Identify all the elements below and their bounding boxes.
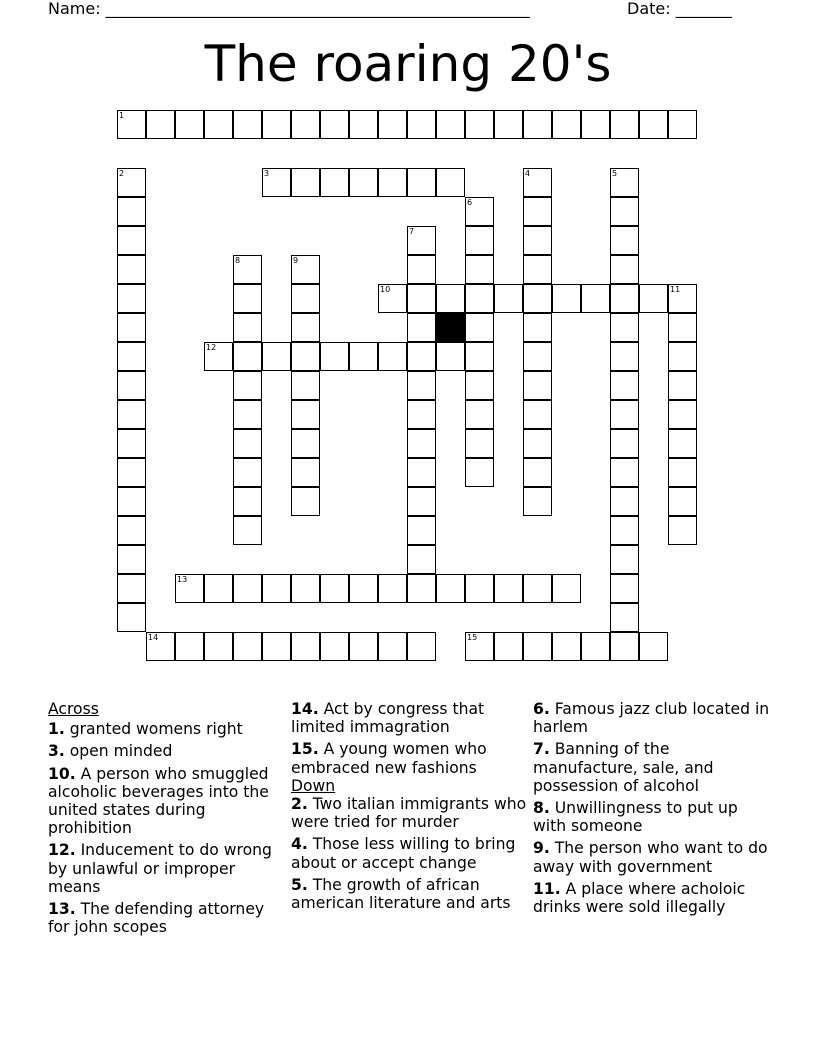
grid-cell[interactable] — [233, 342, 262, 371]
grid-cell[interactable] — [610, 284, 639, 313]
clue-item — [533, 799, 773, 835]
grid-cell[interactable] — [407, 313, 436, 342]
clue-text: Two italian immigrants who were tried for murder — [291, 795, 527, 832]
grid-cell[interactable] — [494, 110, 523, 139]
grid-cell[interactable] — [668, 400, 697, 429]
grid-cell[interactable] — [349, 574, 378, 603]
grid-cell[interactable] — [291, 168, 320, 197]
clue-item — [533, 880, 773, 916]
clue-item — [291, 876, 527, 912]
grid-cell[interactable] — [117, 168, 146, 197]
clue-number: 10. — [48, 764, 76, 783]
grid-cell[interactable] — [117, 342, 146, 371]
grid-cell[interactable] — [233, 574, 262, 603]
grid-cell[interactable] — [552, 284, 581, 313]
grid-cell[interactable] — [233, 429, 262, 458]
grid-cell[interactable] — [407, 516, 436, 545]
grid-cell[interactable] — [407, 574, 436, 603]
grid-cell[interactable] — [291, 284, 320, 313]
grid-cell[interactable] — [552, 632, 581, 661]
grid-cell[interactable] — [233, 487, 262, 516]
clue-text: Famous jazz club located in harlem — [533, 700, 770, 737]
grid-cell[interactable] — [233, 313, 262, 342]
clues-column-1 — [48, 700, 284, 940]
grid-cell[interactable] — [349, 110, 378, 139]
clue-list — [291, 795, 527, 912]
grid-cell[interactable] — [291, 255, 320, 284]
grid-cell[interactable] — [639, 632, 668, 661]
grid-cell[interactable] — [465, 458, 494, 487]
grid-cell[interactable] — [523, 255, 552, 284]
grid-cell[interactable] — [407, 226, 436, 255]
clue-number: 6. — [533, 700, 550, 718]
cell-number: 6 — [467, 198, 473, 207]
clue-text: Those less willing to bring about or accept change — [291, 835, 516, 872]
clue-list — [291, 700, 527, 777]
cell-number: 3 — [264, 169, 270, 178]
grid-cell[interactable] — [407, 342, 436, 371]
grid-cell[interactable] — [610, 574, 639, 603]
grid-cell[interactable] — [262, 342, 291, 371]
clue-item — [533, 740, 773, 795]
grid-cell[interactable] — [465, 284, 494, 313]
grid-cell[interactable] — [523, 197, 552, 226]
clue-number: 3. — [48, 742, 65, 761]
grid-cell[interactable] — [523, 168, 552, 197]
grid-cell[interactable] — [378, 342, 407, 371]
grid-cell[interactable] — [117, 516, 146, 545]
clue-number: 13. — [48, 900, 76, 919]
clue-text: Unwillingness to put up with someone — [533, 799, 738, 836]
clue-number: 11. — [533, 879, 561, 898]
across-heading: Across — [48, 700, 99, 718]
grid-cell[interactable] — [262, 574, 291, 603]
grid-cell[interactable] — [233, 110, 262, 139]
grid-cell[interactable] — [233, 458, 262, 487]
clue-number: 5. — [291, 875, 308, 894]
grid-cell[interactable] — [378, 574, 407, 603]
grid-cell[interactable] — [523, 226, 552, 255]
grid-cell[interactable] — [610, 313, 639, 342]
grid-cell[interactable] — [117, 255, 146, 284]
grid-cell[interactable] — [349, 342, 378, 371]
grid-cell[interactable] — [436, 574, 465, 603]
grid-cell[interactable] — [610, 545, 639, 574]
grid-cell[interactable] — [117, 226, 146, 255]
clue-text: A place where acholoic drinks were sold illegally — [533, 879, 746, 917]
clue-number: 7. — [533, 740, 550, 759]
grid-cell[interactable] — [668, 110, 697, 139]
grid-cell[interactable] — [610, 458, 639, 487]
clue-text: The defending attorney for john scopes — [48, 900, 265, 937]
grid-cell[interactable] — [291, 313, 320, 342]
grid-cell[interactable] — [668, 371, 697, 400]
grid-cell[interactable] — [523, 400, 552, 429]
clue-text: The person who want to do away with government — [533, 839, 768, 876]
grid-cell[interactable] — [291, 458, 320, 487]
grid-cell[interactable] — [349, 168, 378, 197]
grid-cell[interactable] — [523, 371, 552, 400]
grid-cell[interactable] — [523, 632, 552, 661]
grid-cell[interactable] — [262, 110, 291, 139]
grid-cell[interactable] — [117, 487, 146, 516]
grid-cell[interactable] — [204, 574, 233, 603]
grid-cell[interactable] — [291, 400, 320, 429]
grid-cell[interactable] — [494, 632, 523, 661]
grid-cell[interactable] — [436, 168, 465, 197]
grid-cell[interactable] — [465, 632, 494, 661]
grid-cell[interactable] — [581, 284, 610, 313]
grid-cell[interactable] — [465, 574, 494, 603]
grid-cell[interactable] — [233, 255, 262, 284]
grid-cell[interactable] — [407, 487, 436, 516]
grid-cell[interactable] — [436, 110, 465, 139]
grid-cell[interactable] — [668, 487, 697, 516]
grid-cell[interactable] — [233, 516, 262, 545]
date-line[interactable]: _______ — [675, 0, 732, 18]
grid-cell[interactable] — [262, 168, 291, 197]
grid-cell[interactable] — [378, 168, 407, 197]
clue-number: 8. — [533, 799, 550, 818]
grid-cell[interactable] — [436, 284, 465, 313]
grid-cell[interactable] — [407, 429, 436, 458]
grid-cell[interactable] — [465, 313, 494, 342]
grid-cell[interactable] — [668, 313, 697, 342]
clue-item — [48, 900, 284, 936]
grid-cell[interactable] — [610, 487, 639, 516]
grid-cell[interactable] — [204, 110, 233, 139]
clues-column-2 — [291, 700, 527, 916]
grid-cell[interactable] — [523, 458, 552, 487]
grid-cell[interactable] — [465, 255, 494, 284]
grid-cell[interactable] — [233, 284, 262, 313]
cell-number: 7 — [409, 227, 415, 236]
grid-cell[interactable] — [378, 284, 407, 313]
grid-cell[interactable] — [175, 574, 204, 603]
grid-cell[interactable] — [204, 632, 233, 661]
clue-item — [48, 720, 284, 738]
grid-cell[interactable] — [523, 284, 552, 313]
grid-cell[interactable] — [349, 632, 378, 661]
clue-list — [48, 720, 284, 936]
grid-cell[interactable] — [523, 313, 552, 342]
grid-cell[interactable] — [610, 110, 639, 139]
cell-number: 10 — [380, 285, 391, 294]
date-label: Date: — [627, 0, 676, 18]
grid-cell[interactable] — [465, 197, 494, 226]
grid-cell[interactable] — [581, 632, 610, 661]
grid-cell[interactable] — [117, 284, 146, 313]
cell-number: 13 — [177, 575, 188, 584]
grid-cell[interactable] — [233, 371, 262, 400]
grid-cell[interactable] — [610, 226, 639, 255]
grid-cell[interactable] — [552, 110, 581, 139]
clue-item — [48, 765, 284, 838]
clue-number: 9. — [533, 839, 550, 858]
grid-cell[interactable] — [175, 632, 204, 661]
grid-cell[interactable] — [407, 400, 436, 429]
grid-cell[interactable] — [117, 313, 146, 342]
grid-cell[interactable] — [407, 545, 436, 574]
grid-cell[interactable] — [175, 110, 204, 139]
clue-item — [291, 835, 527, 871]
grid-cell[interactable] — [291, 632, 320, 661]
grid-cell[interactable] — [610, 429, 639, 458]
grid-cell[interactable] — [610, 516, 639, 545]
grid-cell[interactable] — [639, 110, 668, 139]
cell-number: 4 — [525, 169, 531, 178]
cell-number: 9 — [293, 256, 299, 265]
clues-column-3 — [533, 700, 773, 920]
grid-cell[interactable] — [523, 342, 552, 371]
cell-number: 11 — [670, 285, 681, 294]
clue-number: 2. — [291, 795, 308, 814]
grid-cell[interactable] — [668, 516, 697, 545]
clue-number: 15. — [291, 740, 319, 759]
clue-number: 14. — [291, 700, 319, 718]
clue-number: 12. — [48, 841, 76, 860]
grid-cell[interactable] — [610, 603, 639, 632]
clue-item — [533, 839, 773, 875]
grid-cell[interactable] — [407, 458, 436, 487]
grid-cell[interactable] — [291, 574, 320, 603]
grid-cell[interactable] — [291, 429, 320, 458]
grid-cell[interactable] — [523, 110, 552, 139]
clue-number: 4. — [291, 835, 308, 854]
grid-cell[interactable] — [320, 110, 349, 139]
clue-list — [533, 700, 773, 916]
cell-number: 8 — [235, 256, 241, 265]
grid-cell[interactable] — [117, 400, 146, 429]
grid-cell[interactable] — [407, 255, 436, 284]
grid-cell[interactable] — [494, 284, 523, 313]
grid-cell[interactable] — [291, 110, 320, 139]
clue-item — [291, 740, 527, 776]
clue-text: A person who smuggled alcoholic beverages into the united states during prohibition — [48, 764, 269, 838]
grid-cell[interactable] — [233, 400, 262, 429]
grid-cell[interactable] — [523, 574, 552, 603]
grid-cell[interactable] — [378, 632, 407, 661]
clue-text: open minded — [64, 742, 173, 761]
grid-cell[interactable] — [552, 574, 581, 603]
grid-cell[interactable] — [117, 371, 146, 400]
clue-item — [291, 795, 527, 831]
clue-number: 1. — [48, 720, 65, 739]
grid-cell[interactable] — [407, 632, 436, 661]
cell-number: 5 — [612, 169, 618, 178]
grid-cell[interactable] — [465, 110, 494, 139]
grid-cell[interactable] — [668, 429, 697, 458]
clue-item — [291, 700, 527, 736]
cell-number: 12 — [206, 343, 217, 352]
grid-cell[interactable] — [320, 574, 349, 603]
clue-item — [48, 742, 284, 760]
grid-cell[interactable] — [610, 632, 639, 661]
grid-cell[interactable] — [117, 197, 146, 226]
grid-cell[interactable] — [465, 342, 494, 371]
clue-text: A young women who embraced new fashions — [291, 740, 487, 777]
down-heading: Down — [291, 776, 336, 795]
black-cell — [436, 313, 465, 342]
grid-cell[interactable] — [610, 400, 639, 429]
grid-cell[interactable] — [320, 168, 349, 197]
grid-cell[interactable] — [262, 632, 291, 661]
grid-cell[interactable] — [117, 110, 146, 139]
cell-number: 2 — [119, 169, 125, 178]
grid-cell[interactable] — [494, 574, 523, 603]
grid-cell[interactable] — [523, 429, 552, 458]
grid-cell[interactable] — [610, 342, 639, 371]
grid-cell[interactable] — [291, 371, 320, 400]
grid-cell[interactable] — [465, 400, 494, 429]
grid-cell[interactable] — [639, 284, 668, 313]
grid-cell[interactable] — [204, 342, 233, 371]
name-line[interactable]: _____________________________________________________ — [105, 0, 530, 18]
grid-cell[interactable] — [378, 110, 407, 139]
grid-cell[interactable] — [407, 371, 436, 400]
grid-cell[interactable] — [436, 342, 465, 371]
grid-cell[interactable] — [465, 371, 494, 400]
grid-cell[interactable] — [610, 255, 639, 284]
grid-cell[interactable] — [581, 110, 610, 139]
grid-cell[interactable] — [291, 342, 320, 371]
clue-text: The growth of african american literature and arts — [291, 875, 511, 913]
grid-cell[interactable] — [146, 632, 175, 661]
grid-cell[interactable] — [465, 429, 494, 458]
grid-cell[interactable] — [668, 284, 697, 313]
clue-item — [533, 700, 773, 736]
cell-number: 14 — [148, 633, 159, 642]
grid-cell[interactable] — [610, 371, 639, 400]
grid-cell[interactable] — [407, 110, 436, 139]
grid-cell[interactable] — [117, 603, 146, 632]
grid-cell[interactable] — [465, 226, 494, 255]
grid-cell[interactable] — [117, 429, 146, 458]
grid-cell[interactable] — [407, 284, 436, 313]
grid-cell[interactable] — [320, 342, 349, 371]
clue-text: Inducement to do wrong by unlawful or improper means — [48, 841, 272, 896]
grid-cell[interactable] — [233, 632, 262, 661]
clue-text: Act by congress that limited immagration — [291, 700, 485, 737]
grid-cell[interactable] — [320, 632, 349, 661]
grid-cell[interactable] — [668, 458, 697, 487]
grid-cell[interactable] — [117, 545, 146, 574]
puzzle-title: The roaring 20's — [204, 35, 612, 93]
grid-cell[interactable] — [117, 458, 146, 487]
name-label: Name: — [48, 0, 106, 18]
grid-cell[interactable] — [146, 110, 175, 139]
grid-cell[interactable] — [407, 168, 436, 197]
clue-text: Banning of the manufacture, sale, and possession of alcohol — [533, 740, 714, 795]
grid-cell[interactable] — [668, 342, 697, 371]
cell-number: 15 — [467, 633, 478, 642]
grid-cell[interactable] — [610, 168, 639, 197]
clue-item — [48, 841, 284, 896]
clue-text: granted womens right — [64, 720, 243, 739]
cell-number: 1 — [119, 111, 125, 120]
grid-cell[interactable] — [117, 574, 146, 603]
grid-cell[interactable] — [610, 197, 639, 226]
grid-cell[interactable] — [291, 487, 320, 516]
grid-cell[interactable] — [523, 487, 552, 516]
